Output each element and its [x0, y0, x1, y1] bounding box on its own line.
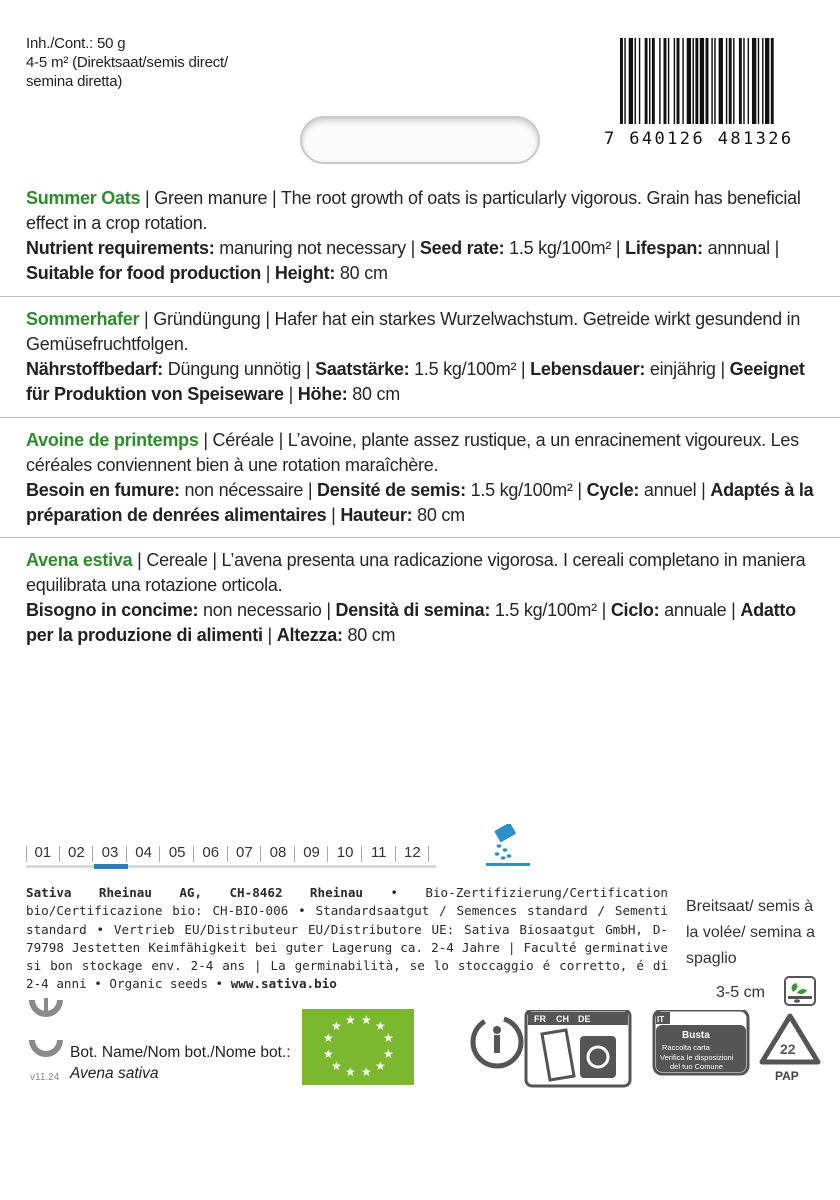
- contents-area: 4-5 m² (Direktsaat/semis direct/: [26, 54, 228, 71]
- section-title: Avena estiva: [26, 550, 133, 570]
- label-suitable: Geeignet für Produktion von Speiseware: [26, 359, 805, 404]
- svg-text:★: ★: [331, 1059, 342, 1073]
- contents-area-cont: semina diretta): [26, 73, 123, 90]
- section-english: [0, 176, 840, 296]
- label-lifespan: Lifespan:: [625, 238, 703, 258]
- value-height: 80 cm: [412, 505, 465, 525]
- busta-title: Busta: [682, 1030, 710, 1041]
- label-suitable: Adaptés à la préparation de denrées alimentaires: [26, 480, 814, 525]
- italy-busta-panel: [654, 1010, 748, 1074]
- section-italian: [0, 537, 840, 657]
- pap-recycle-icon: [762, 1016, 818, 1083]
- month-08: 08: [261, 844, 295, 865]
- busta-line2: Verifica le disposizioni: [660, 1053, 734, 1062]
- contents-weight: Inh./Cont.: 50 g: [26, 35, 126, 52]
- label-height: Height:: [274, 263, 336, 283]
- svg-text:★: ★: [323, 1047, 334, 1061]
- separator: |: [260, 263, 275, 283]
- svg-text:★: ★: [361, 1013, 372, 1027]
- label-lifespan: Ciclo:: [610, 600, 660, 620]
- section-title: Sommerhafer: [26, 309, 140, 329]
- svg-text:★: ★: [383, 1047, 394, 1061]
- country-de: DE: [578, 1014, 591, 1024]
- value-height: 80 cm: [347, 384, 401, 404]
- value-seed-rate: 1.5 kg/100m² |: [409, 359, 531, 379]
- section-german: [0, 296, 840, 417]
- month-02: 02: [60, 844, 94, 865]
- company-details: • Bio-Zertifizierung/Certification bio/Certificazione bio: CH-BIO-006 • Standardsaatgut / Semences standard / Sementi standard • Vertrieb EU/Distributeur EU/Distributore UE: Sativa Biosaatgut GmbH, D-79798 Jestetten Keimfähigkeit bei guter Lagerung ca. 2-4 Jahre | Faculté germinative si bon stockage env. 2-4 ans | La germinabilità, se lo stoccaggio é corretto, é di 2-4 anni • Organic seeds •: [26, 885, 668, 992]
- value-seed-rate: 1.5 kg/100m² |: [465, 480, 587, 500]
- value-nutrient: non necessario |: [198, 600, 336, 620]
- label-height: Höhe:: [297, 384, 348, 404]
- label-height: Hauteur:: [340, 505, 413, 525]
- svg-text:★: ★: [323, 1031, 334, 1045]
- label-nutrient: Nährstoffbedarf:: [26, 359, 164, 379]
- value-height: 80 cm: [335, 263, 388, 283]
- month-09: 09: [295, 844, 329, 865]
- value-seed-rate: 1.5 kg/100m² |: [490, 600, 611, 620]
- version: v11.24: [30, 1072, 60, 1083]
- label-lifespan: Cycle:: [586, 480, 640, 500]
- company-info: [26, 884, 668, 994]
- month-10: 10: [328, 844, 362, 865]
- it-tag: IT: [657, 1015, 665, 1024]
- bowl-symbols: [26, 996, 66, 1071]
- month-07: 07: [228, 844, 262, 865]
- value-lifespan: einjährig |: [645, 359, 730, 379]
- month-06: 06: [194, 844, 228, 865]
- svg-text:★: ★: [383, 1031, 394, 1045]
- pap-number: 22: [780, 1041, 796, 1057]
- sowing-calendar: [26, 844, 429, 865]
- svg-text:★: ★: [331, 1019, 342, 1033]
- svg-text:★: ★: [345, 1013, 356, 1027]
- section-title: Summer Oats: [26, 188, 141, 208]
- country-ch: CH: [556, 1014, 569, 1024]
- label-height: Altezza:: [276, 625, 343, 645]
- descriptions: [0, 176, 840, 657]
- separator: |: [283, 384, 298, 404]
- section-intro: | Gründüngung | Hafer hat ein starkes Wurzelwachstum. Getreide wirkt gesundend in Gemüsefruchtfolgen.: [26, 309, 801, 354]
- barcode-number: 7 640126 481326: [604, 129, 794, 149]
- value-seed-rate: 1.5 kg/100m² |: [504, 238, 626, 258]
- svg-text:★: ★: [345, 1065, 356, 1079]
- barcode: [604, 38, 820, 148]
- label-lifespan: Lebensdauer:: [530, 359, 646, 379]
- eu-leaf-stars: [302, 1009, 414, 1085]
- value-nutrient: non nécessaire |: [179, 480, 318, 500]
- svg-text:★: ★: [361, 1065, 372, 1079]
- section-intro: | Cereale | L’avena presenta una radicazione vigorosa. I cereali completano in maniera equilibrata una rotazione orticola.: [26, 550, 806, 595]
- month-bar: [26, 865, 436, 868]
- svg-text:★: ★: [375, 1059, 386, 1073]
- label-seed-rate: Seed rate:: [419, 238, 505, 258]
- label-seed-rate: Densità di semina:: [335, 600, 491, 620]
- barcode-bars: [604, 38, 820, 126]
- hang-slot: [300, 116, 540, 164]
- broadcast-sowing-icon: [482, 824, 532, 873]
- sowing-depth-icon: [784, 976, 816, 1011]
- recycling-icons: [470, 1010, 830, 1093]
- label-seed-rate: Densité de semis:: [317, 480, 466, 500]
- svg-text:★: ★: [375, 1019, 386, 1033]
- separator: |: [326, 505, 341, 525]
- section-french: [0, 417, 840, 537]
- value-lifespan: annnual |: [702, 238, 780, 258]
- busta-line1: Raccolta carta: [662, 1043, 710, 1052]
- value-lifespan: annuel |: [639, 480, 711, 500]
- section-intro: | Green manure | The root growth of oats is particularly vigorous. Grain has beneficial effect in a crop rotation.: [26, 188, 801, 233]
- value-height: 80 cm: [342, 625, 396, 645]
- month-03: 03: [93, 844, 127, 865]
- label-seed-rate: Saatstärke:: [315, 359, 410, 379]
- separator: |: [262, 625, 277, 645]
- botanical-name: [70, 1042, 291, 1084]
- pap-label: PAP: [775, 1069, 799, 1083]
- value-lifespan: annuale |: [659, 600, 741, 620]
- country-fr: FR: [534, 1014, 546, 1024]
- label-suitable: Suitable for food production: [26, 263, 261, 283]
- recycling-bin-icon: [580, 1036, 616, 1078]
- sowing-depth: 3-5 cm: [716, 984, 765, 1001]
- value-nutrient: Düngung unnötig |: [163, 359, 316, 379]
- info-tri-panel: [526, 1010, 630, 1086]
- company-website: www.sativa.bio: [230, 976, 337, 992]
- month-11: 11: [362, 844, 396, 865]
- section-title: Avoine de printemps: [26, 430, 199, 450]
- busta-line3: del tuo Comune: [670, 1062, 723, 1071]
- sowing-method: Breitsaat/ semis à la volée/ semina a spaglio: [686, 898, 815, 967]
- triman-icon: [473, 1018, 521, 1066]
- company-name: Sativa Rheinau AG, CH-8462 Rheinau: [26, 885, 364, 900]
- month-04: 04: [127, 844, 161, 865]
- value-nutrient: manuring not necessary |: [214, 238, 420, 258]
- section-intro: | Céréale | L’avoine, plante assez rustique, a un enracinement vigoureux. Les céréales conviennent bien à une rotation maraîchère.: [26, 430, 799, 475]
- label-nutrient: Bisogno in concime:: [26, 600, 199, 620]
- eu-organic-logo: [302, 1009, 414, 1085]
- month-01: 01: [26, 844, 60, 865]
- month-05: 05: [160, 844, 194, 865]
- label-nutrient: Besoin en fumure:: [26, 480, 180, 500]
- month-12: 12: [396, 844, 430, 865]
- label-suitable: Adatto per la produzione di alimenti: [26, 600, 796, 645]
- botanical-label: Bot. Name/Nom bot./Nome bot.:: [70, 1044, 291, 1061]
- botanical-value: Avena sativa: [70, 1065, 159, 1082]
- package-contents: [26, 34, 228, 91]
- label-nutrient: Nutrient requirements:: [26, 238, 215, 258]
